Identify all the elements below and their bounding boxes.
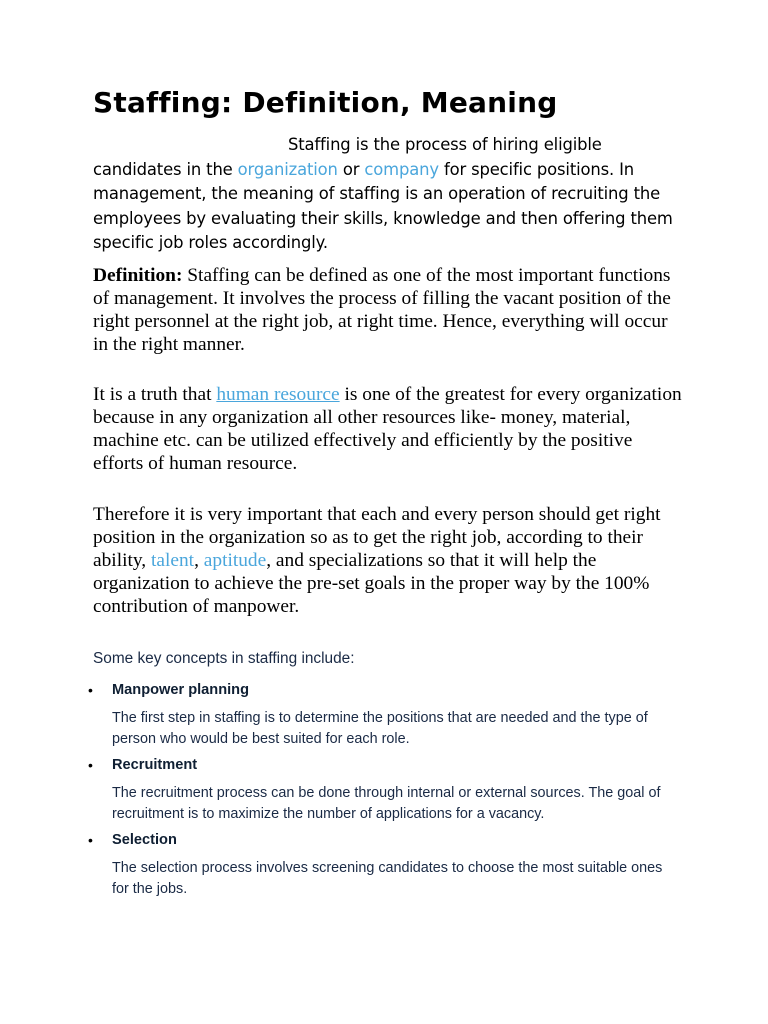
- concept-description: The selection process involves screening candidates to choose the most suitable ones for the jobs.: [112, 860, 663, 897]
- truth-text-2: is one of the greatest for every organization because in any organization all other resources like- money, material, machine etc. can be utilized effectively and efficiently by the positive efforts of human resource.: [93, 384, 682, 474]
- organization-link[interactable]: organization: [237, 159, 338, 179]
- definition-paragraph: [93, 264, 683, 356]
- concept-title: Selection: [112, 832, 177, 848]
- definition-text: Staffing can be defined as one of the most important functions of management. It involves the process of filling the vacant position of the right personnel at the right job, at right time. Hence, everything will occur in the right manner.: [93, 265, 671, 355]
- intro-paragraph: [93, 133, 683, 256]
- truth-text-1: It is a truth that: [93, 384, 217, 405]
- bullet-icon: •: [88, 757, 93, 773]
- concept-description: The recruitment process can be done through internal or external sources. The goal of recruitment is to maximize the number of applications for a vacancy.: [112, 785, 661, 822]
- aptitude-link[interactable]: aptitude: [203, 550, 267, 571]
- intro-text-3: for specific positions. In management, the meaning of staffing is an operation of recruiting the employees by evaluating their skills, knowledge and then offering them specific job roles accordingly.: [93, 159, 673, 252]
- concept-title: Recruitment: [112, 757, 198, 773]
- talent-link[interactable]: talent: [150, 550, 195, 571]
- definition-label: Definition:: [93, 265, 183, 286]
- concept-description: The first step in staffing is to determine the positions that are needed and the type of person who would be best suited for each role.: [112, 710, 648, 747]
- page-title: Staffing: Definition, Meaning: [93, 86, 558, 119]
- intro-text-2: or: [337, 159, 365, 179]
- intro-text-1: Staffing is the process of hiring eligible candidates in the: [93, 135, 602, 179]
- therefore-text-3: , and specializations so that it will help the organization to achieve the pre-set goals in the proper way by the 100% contribution of manpower.: [93, 550, 650, 617]
- human-resource-link[interactable]: human resource: [216, 384, 340, 405]
- therefore-text-1: Therefore it is very important that each and every person should get right position in the organization so as to get the right job, according to their ability,: [93, 504, 661, 571]
- bullet-icon: •: [88, 832, 93, 848]
- therefore-paragraph: [93, 503, 683, 618]
- therefore-text-2: ,: [194, 550, 204, 571]
- human-resource-paragraph: [93, 383, 683, 475]
- key-concepts-intro: Some key concepts in staffing include:: [93, 650, 355, 667]
- company-link[interactable]: company: [364, 159, 439, 179]
- bullet-icon: •: [88, 682, 93, 698]
- concept-title: Manpower planning: [112, 682, 250, 698]
